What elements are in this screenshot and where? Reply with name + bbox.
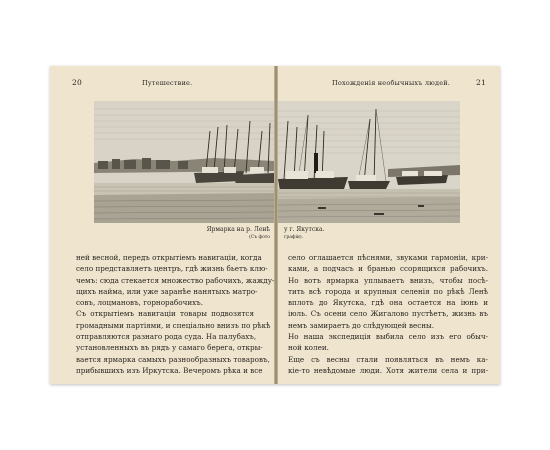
left-caption: [207, 226, 270, 241]
right-caption: [284, 226, 324, 241]
open-book: [50, 66, 500, 384]
text-line: Но наша экспедиція выбила село изъ его обыч-: [288, 332, 488, 342]
right-page-header: [278, 78, 500, 90]
text-line: ней весной, передъ открытіемъ навигаціи, когда: [76, 253, 262, 262]
left-caption-title: Ярмарка на р. Ленѣ: [206, 226, 270, 233]
right-caption-title: у г. Якутска.: [284, 226, 325, 233]
left-body-text: [76, 252, 275, 376]
text-line: вплоть до Якутска, гдѣ она остается на іюнь и: [288, 298, 488, 308]
left-page-header: [50, 78, 274, 90]
left-running-title: Путешествие.: [142, 79, 193, 87]
right-caption-credit: графіи).: [284, 235, 304, 240]
text-line: тить всѣ города и крупныя селенія по рѣкѣ Ленѣ: [288, 286, 488, 296]
right-page-number: 21: [476, 78, 486, 87]
text-line: совъ, лоцмановъ, горнорабочихъ.: [76, 298, 204, 308]
right-running-title: Похожденія необычныхъ людей.: [332, 79, 451, 87]
right-illustration: [278, 101, 460, 223]
left-page-number: 20: [72, 78, 82, 87]
text-line: чемъ: сюда стекается множество рабочихъ, жажду-: [76, 275, 275, 285]
text-line: Еще съ весны стали появляться въ немъ ка-: [288, 354, 488, 364]
left-illustration: [94, 101, 274, 223]
text-line: громадными партіями, и спеціально внизъ по рѣкѣ: [76, 320, 271, 330]
text-line: Съ открытіемъ навигаціи товары подвозятся: [76, 309, 254, 319]
text-line: кіе-то невѣдомые люди. Хотя жители села и при-: [288, 365, 488, 375]
text-line: установленныхъ въ рядъ у самаго берега, откры-: [76, 343, 263, 353]
text-line: вается ярмарка самыхъ разнообразныхъ товаровъ,: [76, 354, 270, 364]
text-line: село оглашается пѣснями, звуками гармоніи, кри-: [288, 253, 488, 262]
text-line: прибывшихъ изъ Иркутска. Вечеромъ рѣка и все: [76, 365, 263, 375]
text-line: щихъ найма, или уже заранѣе нанятыхъ матро-: [76, 286, 258, 296]
text-line: іюль. Съ осени село Жигалово пустѣетъ, жизнь въ: [288, 309, 488, 319]
text-line: отправляются разнаго рода суда. На палубахъ,: [76, 332, 257, 342]
text-line: село представляетъ центръ, гдѣ жизнь бьетъ клю-: [76, 264, 268, 274]
text-line: ками, а подчасъ и бранью ссорящихся рабочихъ.: [288, 264, 488, 274]
right-body-text: [288, 252, 488, 376]
text-line: Но вотъ ярмарка уплываетъ внизъ, чтобы посѣ-: [288, 275, 488, 285]
text-line: немъ замираетъ до слѣдующей весны.: [288, 320, 435, 330]
right-page: [278, 66, 500, 384]
text-line: ной колеи.: [288, 343, 329, 353]
left-page: [50, 66, 274, 384]
left-caption-credit: (Съ фото: [249, 235, 270, 240]
